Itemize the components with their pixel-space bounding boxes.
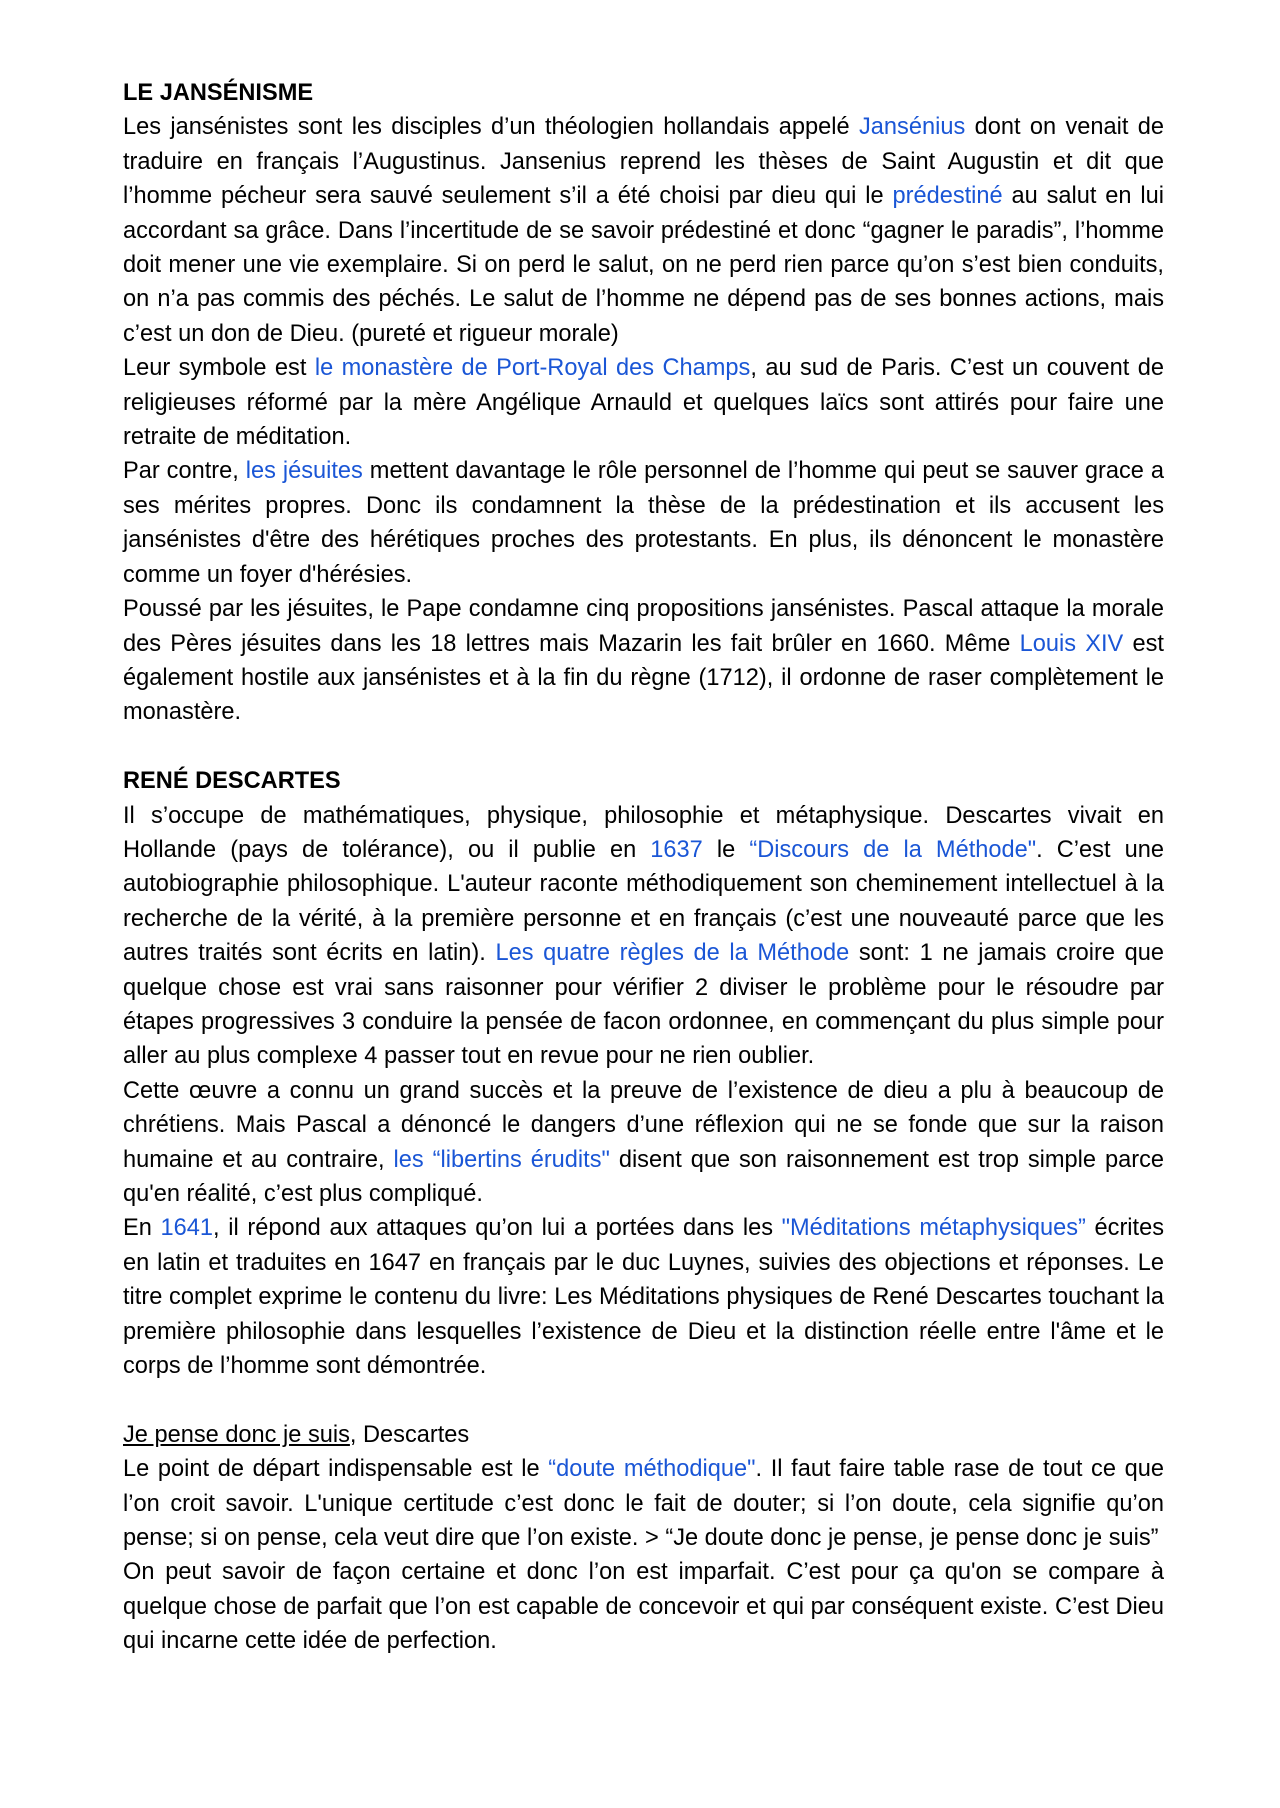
underlined-title: Je pense donc je suis <box>123 1421 350 1448</box>
paragraph-perfection: On peut savoir de façon certaine et donc l’on est imparfait. C’est pour ça qu'on se compare à quelque chose de parfait que l’on est capable de concevoir et qui par conséquent existe. C’est Dieu qui incarne cette idée de perfection. <box>123 1559 1164 1655</box>
paragraph-port-royal: Leur symbole est le monastère de Port-Royal des Champs, au sud de Paris. C’est un couvent de religieuses réformé par la mère Angélique Arnauld et quelques laïcs sont attirés pour faire une retraite de méditation. <box>123 355 1164 451</box>
paragraph-succes: Cette œuvre a connu un grand succès et la preuve de l’existence de dieu a plu à beaucoup de chrétiens. Mais Pascal a dénoncé le dangers d’une réflexion qui ne se fonde que sur la raison humaine et au contraire, les “libertins érudits" disent que son raisonnement est trop simple parce qu'en réalité, c’est plus compliqué. <box>123 1077 1164 1207</box>
highlight-1641: 1641 <box>160 1215 214 1242</box>
paragraph-descartes-intro: Il s’occupe de mathématiques, physique, philosophie et métaphysique. Descartes vivait en Hollande (pays de tolérance), ou il publie en 1637 le “Discours de la Méthode". C’est une autobiographie philosophique. L'auteur raconte méthodiquement son cheminement intellectuel à la recherche de la vérité, à la première personne et en français (c’est une nouveauté parce que les autres traités sont écrits en latin). Les quatre règles de la Méthode sont: 1 ne jamais croire que quelque chose est vrai sans raisonner pour vérifier 2 diviser le problème pour le résoudre par étapes progressives 3 conduire la pensée de facon ordonnee, en commençant du plus simple pour aller au plus complexe 4 passer tout en revue pour ne rien oublier. <box>123 802 1165 1070</box>
highlight-discours: “Discours de la Méthode" <box>749 836 1037 863</box>
paragraph-jesuites: Par contre, les jésuites mettent davantage le rôle personnel de l’homme qui peut se sauver grace a ses mérites propres. Donc ils condamnent la thèse de la prédestination et ils accusent les jansénistes d'être des hérétiques proches des protestants. En plus, ils dénoncent le monastère comme un foyer d'hérésies. <box>123 458 1164 588</box>
highlight-louis-xiv: Louis XIV <box>1019 630 1124 657</box>
section-title-jansenisme: LE JANSÉNISME <box>123 80 314 106</box>
highlight-meditations: "Méditations métaphysiques” <box>781 1215 1086 1242</box>
highlight-1637: 1637 <box>650 836 703 863</box>
spacer <box>123 730 1164 764</box>
highlight-jansenius: Jansénius <box>859 114 966 141</box>
paragraph-pape-pascal: Poussé par les jésuites, le Pape condamne cinq propositions jansénistes. Pascal attaque la morale des Pères jésuites dans les 18 lettres mais Mazarin les fait brûler en 1660. Même Louis XIV est également hostile aux jansénistes et à la fin du règne (1712), il ordonne de raser complètement le monastère. <box>123 596 1164 726</box>
highlight-libertins: les “libertins érudits" <box>393 1146 610 1173</box>
paragraph-meditations: En 1641, il répond aux attaques qu’on lui a portées dans les "Méditations métaphysiques” écrites en latin et traduites en 1647 en français par le duc Luynes, suivies des objections et réponses. Le titre complet exprime le contenu du livre: Les Méditations physiques de René Descartes touchant la première philosophie dans lesquelles l’existence de Dieu et la distinction réelle entre l'âme et le corps de l’homme sont démontrée. <box>123 1215 1165 1380</box>
highlight-quatre-regles: Les quatre règles de la Méthode <box>495 940 850 967</box>
highlight-predestine: prédestiné <box>892 183 1003 210</box>
paragraph-doute: Le point de départ indispensable est le “doute méthodique". Il faut faire table rase de tout ce que l’on croit savoir. L'unique certitude c’est donc le fait de douter; si l’on doute, cela signifie qu’on pense; si on pense, cela veut dire que l’on existe. > “Je doute donc je pense, je pense donc je suis” <box>123 1456 1164 1552</box>
highlight-port-royal: le monastère de Port-Royal des Champs <box>314 355 751 382</box>
section-title-je-pense: Je pense donc je suis, Descartes <box>123 1421 470 1448</box>
highlight-jesuites: les jésuites <box>245 458 363 485</box>
section-title-descartes: RENÉ DESCARTES <box>123 768 341 795</box>
paragraph-jansenisme-intro: Les jansénistes sont les disciples d’un théologien hollandais appelé Jansénius dont on venait de traduire en français l’Augustinus. Jansenius reprend les thèses de Saint Augustin et dit que l’homme pécheur sera sauvé seulement s’il a été choisi par dieu qui le prédestiné au salut en lui accordant sa grâce. Dans l’incertitude de se savoir prédestiné et donc “gagner le paradis”, l’homme doit mener une vie exemplaire. Si on perd le salut, on ne perd rien parce qu’on s’est bien conduits, on n’a pas commis des péchés. Le salut de l’homme ne dépend pas de ses bonnes actions, mais c’est un don de Dieu. (pureté et rigueur morale) <box>123 114 1164 347</box>
spacer <box>123 1383 1164 1417</box>
highlight-doute-methodique: “doute méthodique" <box>548 1456 756 1483</box>
